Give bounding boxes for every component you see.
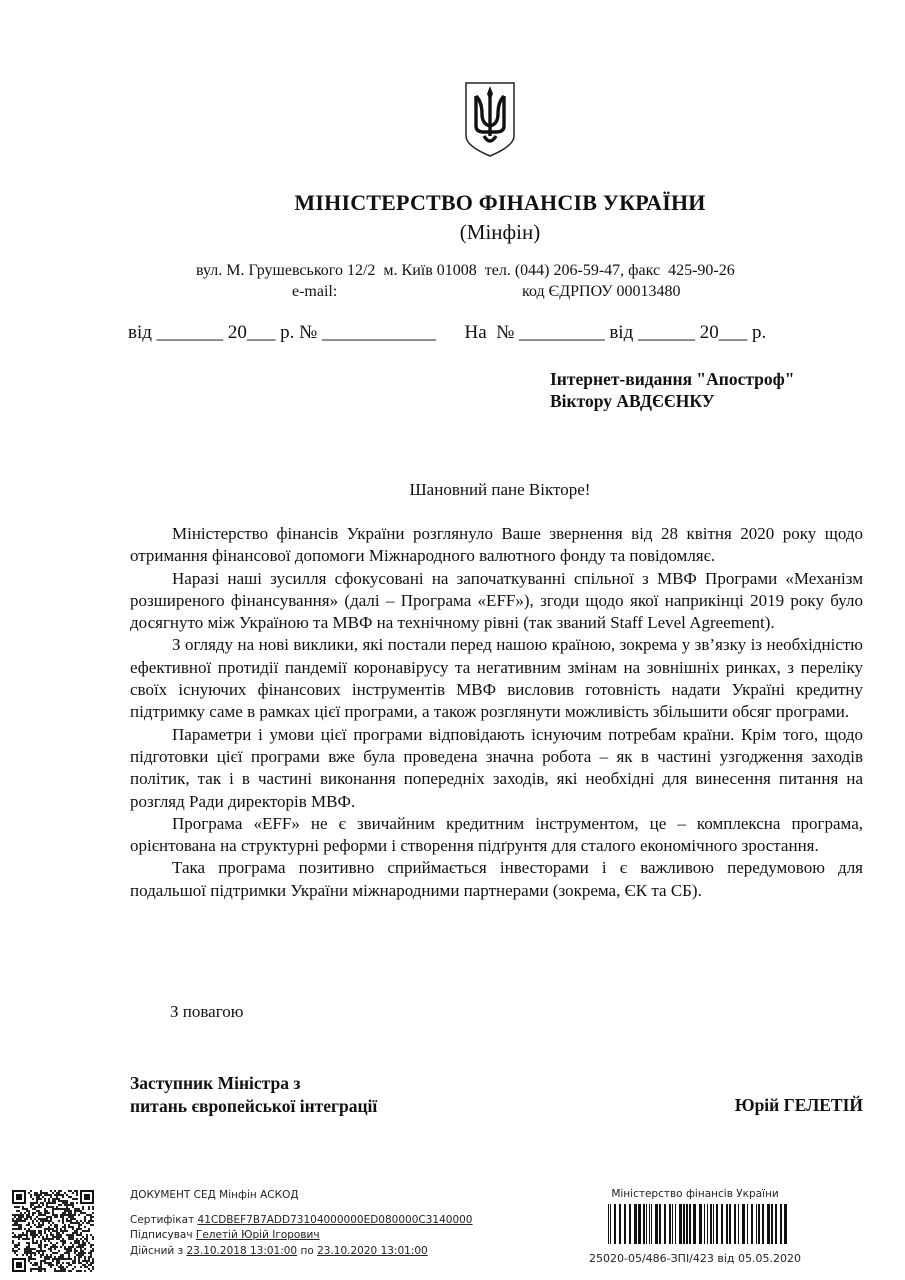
ministry-address: вул. М. Грушевського 12/2 м. Київ 01008 тел. (044) 206-59-47, факс 425-90-26 [196, 262, 735, 279]
body-paragraph: Міністерство фінансів України розглянуло Ваше звернення від 28 квітня 2020 року щодо отримання фінансової допомоги Міжнародного валютного фонду та повідомляє. [130, 524, 863, 566]
barcode-bar [655, 1204, 658, 1244]
salutation: Шановний пане Вікторе! [409, 480, 591, 499]
barcode-bar [756, 1204, 757, 1244]
barcode-bar [713, 1204, 714, 1244]
certificate-value: 41CDBEF7B7ADD73104000000ED080000C3140000 [197, 1213, 473, 1226]
barcode-bar [624, 1204, 626, 1244]
barcode-bar [689, 1204, 691, 1244]
barcode-bar [710, 1204, 712, 1244]
barcode-bar [699, 1204, 702, 1244]
certificate-row [130, 1213, 473, 1229]
barcode-bar [664, 1204, 666, 1244]
body-paragraph: Така програма позитивно сприймається інвесторами і є важливою передумовою для подальшої підтримки України міжнародними партнерами (зокрема, ЄК та СБ). [130, 858, 863, 900]
barcode-bar [758, 1204, 760, 1244]
certificate-label: Сертифікат [130, 1213, 195, 1226]
barcode-bar [651, 1204, 652, 1244]
barcode-bar [784, 1204, 787, 1244]
edoc-header: ДОКУМЕНТ СЕД Мінфін АСКОД [130, 1189, 299, 1201]
barcode-bar [729, 1204, 731, 1244]
barcode-bar [726, 1204, 728, 1244]
barcode-bar [747, 1204, 748, 1244]
edrpou-code: код ЄДРПОУ 00013480 [522, 283, 681, 300]
trident-coat-of-arms-icon [462, 80, 518, 158]
signer-label: Підписувач [130, 1229, 193, 1241]
barcode-bar [775, 1204, 777, 1244]
barcode-bar [738, 1204, 739, 1244]
ministry-short-name: (Мінфін) [459, 220, 541, 244]
stamp-organization: Міністерство фінансів України [611, 1188, 779, 1200]
barcode-bar [646, 1204, 647, 1244]
barcode-icon [608, 1204, 790, 1244]
barcode-bar [634, 1204, 637, 1244]
closing-phrase: З повагою [170, 1002, 244, 1021]
barcode-bar [707, 1204, 708, 1244]
ministry-name: МІНІСТЕРСТВО ФІНАНСІВ УКРАЇНИ [294, 190, 706, 215]
body-paragraph: Параметри і умови цієї програми відповідають існуючим потребам країни. Крім того, щодо підготовки цієї програми вже була проведена значна робота – як в частині узгодження заходів політик, так і в частині виконання попередніх заходів, які необхідні для винесення питання на розгляд Ради директорів МВФ. [130, 724, 863, 811]
barcode-bar [619, 1204, 621, 1244]
barcode-bar [614, 1204, 616, 1244]
barcode-bar [686, 1204, 688, 1244]
signatory-name: Юрій ГЕЛЕТІЙ [734, 1095, 863, 1115]
barcode-bar [762, 1204, 764, 1244]
valid-to-value: 23.10.2020 13:01:00 [317, 1244, 428, 1257]
barcode-bar [643, 1204, 645, 1244]
letter-body [130, 523, 863, 902]
barcode-bar [669, 1204, 671, 1244]
barcode-bar [675, 1204, 676, 1244]
barcode-bar [704, 1204, 705, 1244]
barcode-bar [629, 1204, 631, 1244]
barcode-bar [683, 1204, 685, 1244]
barcode-bar [610, 1204, 611, 1244]
signatory-title-line: Заступник Міністра з [130, 1073, 301, 1093]
signer-value: Гелетій Юрій Ігорович [195, 1229, 320, 1241]
barcode-bar [780, 1204, 782, 1244]
barcode-bar [734, 1204, 736, 1244]
barcode-bar [638, 1204, 641, 1244]
valid-to-label: по [300, 1244, 314, 1257]
barcode-bar [693, 1204, 696, 1244]
recipient-organization: Інтернет-видання "Апостроф" [550, 369, 795, 389]
signatory-title [130, 1072, 377, 1118]
barcode-bar [679, 1204, 682, 1244]
valid-from-value: 23.10.2018 13:01:00 [186, 1244, 298, 1257]
barcode-bar [751, 1204, 753, 1244]
barcode-bar [672, 1204, 673, 1244]
signer-row [130, 1228, 473, 1244]
recipient-block [550, 368, 794, 412]
email-label: e-mail: [292, 283, 338, 300]
signatory-title-line: питань європейської інтеграції [130, 1096, 378, 1116]
barcode-bar [649, 1204, 650, 1244]
registration-line: від _______ 20___ р. № ____________ На № _________ від ______ 20___ р. [128, 322, 767, 343]
barcode-bar [659, 1204, 661, 1244]
body-paragraph: З огляду на нові виклики, які постали перед нашою країною, зокрема у зв’язку із необхідністю ефективної протидії пандемії коронавірусу та негативним змінам на зовнішніх ринках, з переліку своїх існуючих фінансових інструментів МВФ висловив готовність надати Україні кредитну підтримку саме в рамках цієї програми, а також розглянути можливість збільшити обсяг програми. [130, 635, 863, 722]
body-paragraph: Наразі наші зусилля сфокусовані на започаткуванні спільної з МВФ Програми «Механізм розширеного фінансування» (далі – Програма «EFF»), згоди щодо якої наприкінці 2019 року було досягнуто між Україною та МВФ на технічному рівні (так званий Staff Level Agreement). [130, 568, 863, 633]
barcode-bar [742, 1204, 745, 1244]
barcode-bar [767, 1204, 770, 1244]
barcode-bar [608, 1204, 609, 1244]
barcode-bar [771, 1204, 773, 1244]
recipient-name: Віктору АВДЄЄНКУ [550, 391, 715, 411]
body-paragraph: Програма «EFF» не є звичайним кредитним інструментом, це – комплексна програма, орієнтована на структурні реформи і створення підґрунтя для сталого економічного зростання. [130, 813, 863, 856]
barcode-bar [721, 1204, 723, 1244]
barcode-bar [716, 1204, 718, 1244]
registration-number: 25020-05/486-ЗПІ/423 від 05.05.2020 [588, 1252, 802, 1265]
valid-from-label: Дійсний з [130, 1244, 184, 1257]
